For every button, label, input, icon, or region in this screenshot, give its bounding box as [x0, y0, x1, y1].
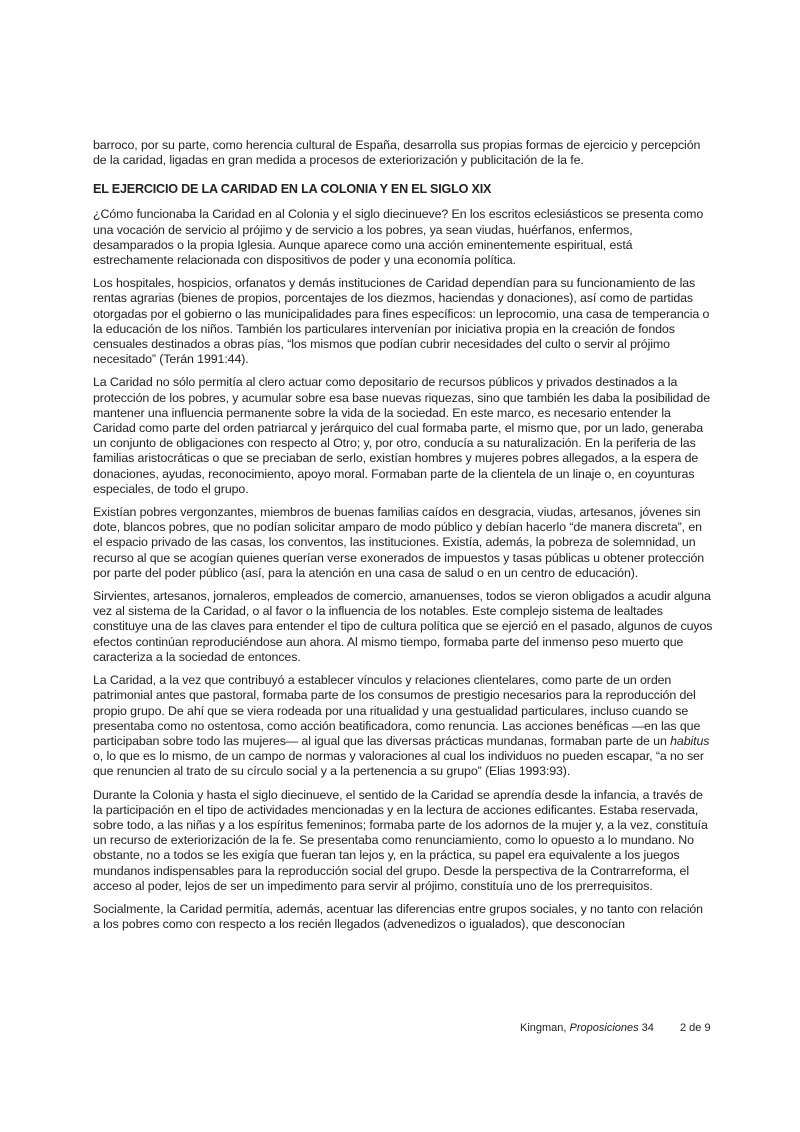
section-heading: EL EJERCICIO DE LA CARIDAD EN LA COLONIA Y EN EL SIGLO XIX — [93, 182, 492, 197]
paragraph: Socialmente, la Caridad permitía, además, acentuar las diferencias entre grupos sociales, y no tanto con relación a los pobres como con respecto a los recién llegados (advenedizos o igualados), que desconocían — [93, 901, 703, 932]
footer-issue: 34 — [638, 1022, 654, 1034]
footer-author: Kingman, — [520, 1022, 570, 1034]
paragraph: Existían pobres vergonzantes, miembros de buenas familias caídos en desgracia, viudas, artesanos, jóvenes sin dote, blancos pobres, que no podían solicitar amparo de modo público y debían hacerlo “de manera discreta”, en el espacio privado de las casas, los conventos, las instituciones. Existía, además, la pobreza de solemnidad, un recurso al que se acogían quienes querían verse exonerados de impuestos y tasas públicas u obtener protección por parte del poder público (así, para la atención en una casa de salud o en un centro de educación). — [93, 505, 705, 580]
italic-term: habitus — [670, 733, 710, 748]
page-footer — [520, 1022, 720, 1034]
paragraph-text: La Caridad, a la vez que contribuyó a establecer vínculos y relaciones clientelares, como parte de un orden patrimonial antes que pastoral, formaba parte de los consumos de prestigio necesarios para la reproducción del propio grupo. De ahí que se viera rodeada por una ritualidad y una gestualidad particulares, incluso cuando se presentaba como no ostentosa, como acción beatificadora, como renuncia. Las acciones benéficas —en las que participaban sobre todo las mujeres— al igual que las diversas prácticas mundanas, formaban parte de un — [93, 673, 701, 748]
paragraph-text: o, lo que es lo mismo, de un campo de normas y valoraciones al cual los individuos no pueden escapar, “a no ser que renuncien al trato de su círculo social y a la pertenencia a su grupo” (Elias 1993:93). — [93, 749, 704, 779]
page-number: 2 de 9 — [680, 1022, 711, 1034]
footer-journal: Proposiciones — [569, 1022, 639, 1034]
paragraph — [93, 673, 713, 779]
paragraph: barroco, por su parte, como herencia cultural de España, desarrolla sus propias formas de ejercicio y percepción de la caridad, ligadas en gran medida a procesos de exteriorización y publicitación de la fe. — [93, 138, 701, 168]
paragraph: La Caridad no sólo permitía al clero actuar como depositario de recursos públicos y privados destinados a la protección de los pobres, y acumular sobre esa base nuevas riquezas, sino que también les daba la posibilidad de mantener una influencia permanente sobre la vida de la sociedad. En este marco, es necesario entender la Caridad como parte del orden patriarcal y jerárquico del cual formaba parte, el mismo que, por un lado, generaba un conjunto de obligaciones con respecto al Otro; y, por otro, conducía a su naturalización. En la periferia de las familias aristocráticas o que se preciaban de serlo, existían hombres y mujeres pobres allegados, a la espera de donaciones, ayudas, reconocimiento, apoyo moral. Formaban parte de la clientela de un linaje o, en coyunturas especiales, de todo el grupo. — [93, 375, 710, 496]
paragraph: Durante la Colonia y hasta el siglo diecinueve, el sentido de la Caridad se aprendía desde la infancia, a través de la participación en el tipo de actividades mencionadas y en la lectura de acciones edificantes. Estaba reservada, sobre todo, a las niñas y a los espíritus femeninos; formaba parte de los adornos de la mujer y, a la vez, constituía un recurso de exteriorización de la fe. Se presentaba como renunciamiento, como lo opuesto a lo mundano. No obstante, no a todos se les exigía que fueran tan lejos y, en la práctica, su papel era equivalente a los juegos mundanos indispensables para la reproducción social del grupo. Desde la perspectiva de la Contrarreforma, el acceso al poder, lejos de ser un impedimento para servir al prójimo, constituía uno de los prerrequisitos. — [93, 787, 708, 893]
document-body — [93, 138, 713, 940]
paragraph: Sirvientes, artesanos, jornaleros, empleados de comercio, amanuenses, todos se vieron obligados a acudir alguna vez al sistema de la Caridad, o al favor o la influencia de los notables. Este complejo sistema de lealtades constituye una de las claves para entender el tipo de cultura política que se ejerció en el pasado, algunos de cuyos efectos continúan reproduciéndose aun ahora. Al mismo tiempo, formaba parte del inmenso peso muerto que caracteriza a la sociedad de entonces. — [93, 589, 713, 664]
paragraph: ¿Cómo funcionaba la Caridad en al Colonia y el siglo diecinueve? En los escritos eclesiásticos se presenta como una vocación de servicio al prójimo y de servicio a los pobres, ya sean viudas, huérfanos, enfermos, desamparados o la propia Iglesia. Aunque aparece como una acción eminentemente espiritual, está estrechamente relacionada con dispositivos de poder y una economía política. — [93, 207, 704, 268]
paragraph: Los hospitales, hospicios, orfanatos y demás instituciones de Caridad dependían para su funcionamiento de las rentas agrarias (bienes de propios, porcentajes de los diezmos, haciendas y donaciones), así como de partidas otorgadas por el gobierno o las municipalidades para fines específicos: un leprocomio, una casa de temperancia o la educación de los niños. También los particulares intervenían por iniciativa propia en la creación de fondos censuales destinados a obras pías, “los mismos que podían cubrir necesidades del culto o servir al prójimo necesitado” (Terán 1991:44). — [93, 276, 710, 367]
